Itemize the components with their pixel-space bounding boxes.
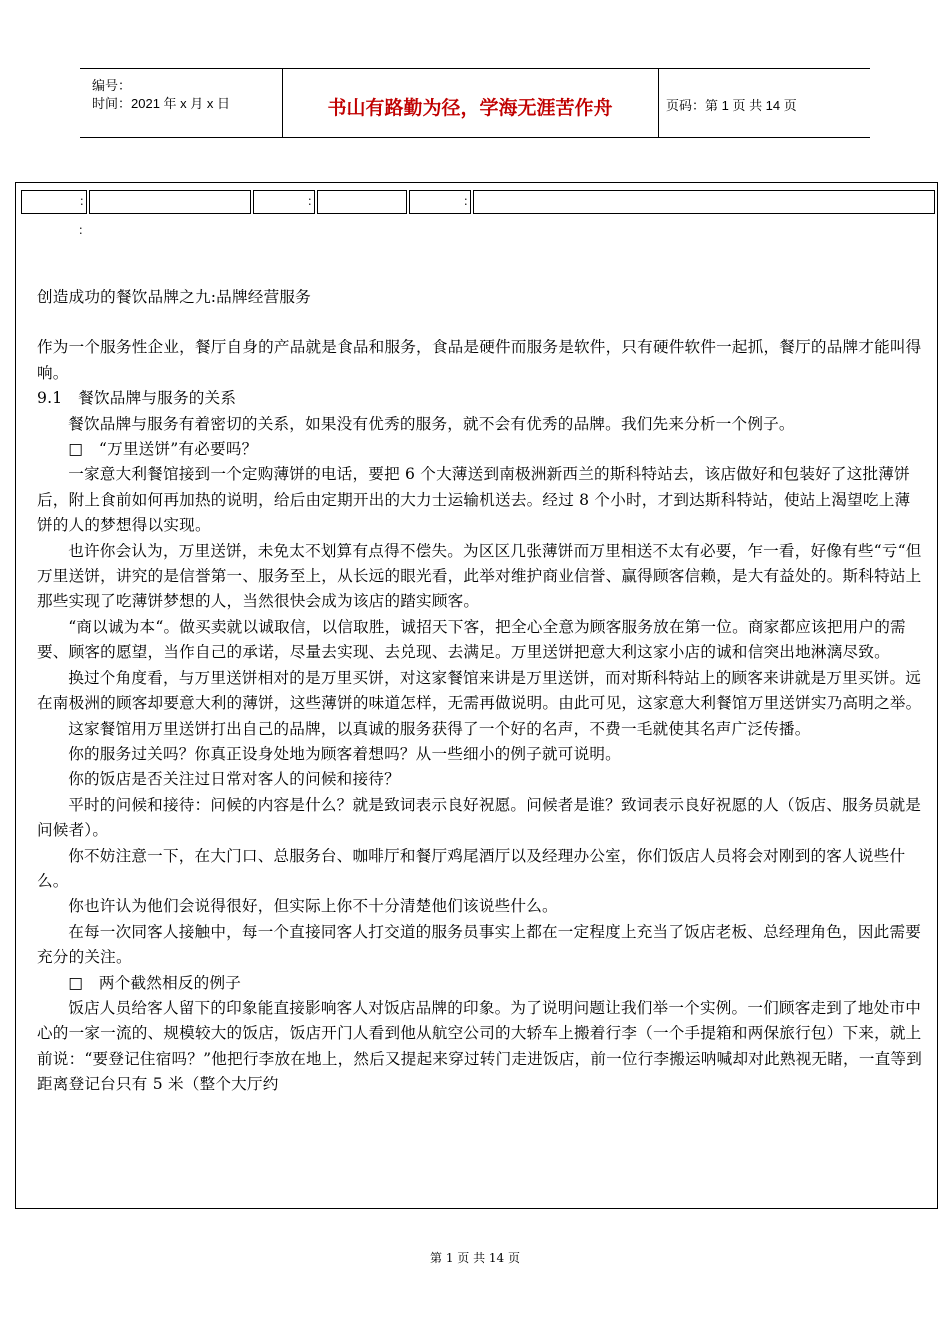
form-cell <box>89 190 251 214</box>
document-time-label: 时间：2021 年 x 月 x 日 <box>92 96 230 111</box>
form-cell <box>21 190 87 214</box>
paragraph: 你的饭店是否关注过日常对客人的问候和接待？ <box>68 770 400 789</box>
paragraph: 作为一个服务性企业，餐厅自身的产品就是食品和服务，食品是硬件而服务是软件，只有硬件软件一起抓，餐厅的品牌才能叫得响。 <box>37 338 922 382</box>
form-colon: ： <box>463 194 476 208</box>
form-colon: ： <box>307 194 320 208</box>
paragraph: 这家餐馆用万里送饼打出自己的品牌，以真诚的服务获得了一个好的名声，不费一毛就使其名声广泛传播。 <box>68 719 811 738</box>
sub-heading: □ “万里送饼”有必要吗？ <box>68 440 258 459</box>
paragraph: “商以诚为本“。做买卖就以诚取信，以信取胜，诚招天下客，把全心全意为顾客服务放在第一位。商家都应该把用户的需要、顾客的愿望，当作自己的承诺，尽量去实现、去兑现、去满足。万里送饼把意大利这家小店的诚和信突出地淋漓尽致。 <box>37 617 906 662</box>
document-number-label: 编号： <box>92 78 132 93</box>
header-motto: 书山有路勤为径，学海无涯苦作舟 <box>327 97 613 119</box>
section-heading: 9.1 餐饮品牌与服务的关系 <box>37 389 237 408</box>
form-colon: ： <box>78 223 91 237</box>
paragraph: 餐饮品牌与服务有着密切的关系，如果没有优秀的服务，就不会有优秀的品牌。我们先来分析一个例子。 <box>68 414 795 433</box>
form-cell <box>409 190 471 214</box>
paragraph: 在每一次同客人接触中，每一个直接同客人打交道的服务员事实上都在一定程度上充当了饭店老板、总经理角色，因此需要充分的关注。 <box>37 922 922 967</box>
paragraph: 你的服务过关吗？你真正设身处地为顾客着想吗？从一些细小的例子就可说明。 <box>68 744 621 763</box>
paragraph: 你不妨注意一下，在大门口、总服务台、咖啡厅和餐厅鸡尾酒厅以及经理办公室，你们饭店人员将会对刚到的客人说些什么。 <box>37 846 906 890</box>
paragraph: 换过个角度看，与万里送饼相对的是万里买饼，对这家餐馆来讲是万里送饼，而对斯科特站上的顾客来讲就是万里买饼。远在南极洲的顾客却要意大利的薄饼，这些薄饼的味道怎样，无需再做说明。由此可见，这家意大利餐馆万里送饼实乃高明之举。 <box>37 668 922 713</box>
paragraph: 饭店人员给客人留下的印象能直接影响客人对饭店品牌的印象。为了说明问题让我们举一个实例。一们顾客走到了地处市中心的一家一流的、规模较大的饭店，饭店开门人看到他从航空公司的大轿车上搬着行李（一个手提箱和两保旅行包）下来，就上前说：“要登记住宿吗？”他把行李放在地上，然后又提起来穿过转门走进饭店，前一位行李搬运呐喊却对此熟视无睹，一直等到距离登记台只有 5 米（整个大厅约 <box>37 998 923 1094</box>
form-colon: ： <box>79 194 92 208</box>
form-cell <box>253 190 315 214</box>
paragraph: 一家意大利餐馆接到一个定购薄饼的电话，要把 6 个大薄送到南极洲新西兰的斯科特站去，该店做好和包装好了这批薄饼后，附上食前如何再加热的说明，给后由定期开出的大力士运输机送去。经过 8 个小时，才到达斯科特站，使站上渴望吃上薄饼的人的梦想得以实现。 <box>37 465 911 535</box>
sub-heading: □ 两个截然相反的例子 <box>68 973 242 992</box>
page-header <box>80 68 870 138</box>
document-body <box>37 285 922 1098</box>
document-title: 创造成功的餐饮品牌之九:品牌经营服务 <box>37 288 311 306</box>
paragraph: 也许你会认为，万里送饼，未免太不划算有点得不偿失。为区区几张薄饼而万里相送不太有必要，乍一看，好像有些“亏“但万里送饼，讲究的是信誉第一、服务至上，从长远的眼光看，此举对维护商业信誉、赢得顾客信赖，是大有益处的。斯科特站上那些实现了吃薄饼梦想的人，当然很快会成为该店的踏实顾客。 <box>37 541 922 611</box>
page-footer: 第 1 页 共 14 页 <box>430 1251 520 1265</box>
paragraph: 平时的问候和接待：问候的内容是什么？就是致词表示良好祝愿。问候者是谁？致词表示良好祝愿的人（饭店、服务员就是问候者）。 <box>37 795 922 840</box>
form-cell <box>317 190 407 214</box>
header-page-info: 页码：第 1 页 共 14 页 <box>666 98 797 113</box>
form-cell <box>473 190 935 214</box>
header-divider <box>658 69 659 137</box>
document-frame <box>15 182 938 1209</box>
paragraph: 你也许认为他们会说得很好，但实际上你不十分清楚他们该说些什么。 <box>68 897 558 916</box>
